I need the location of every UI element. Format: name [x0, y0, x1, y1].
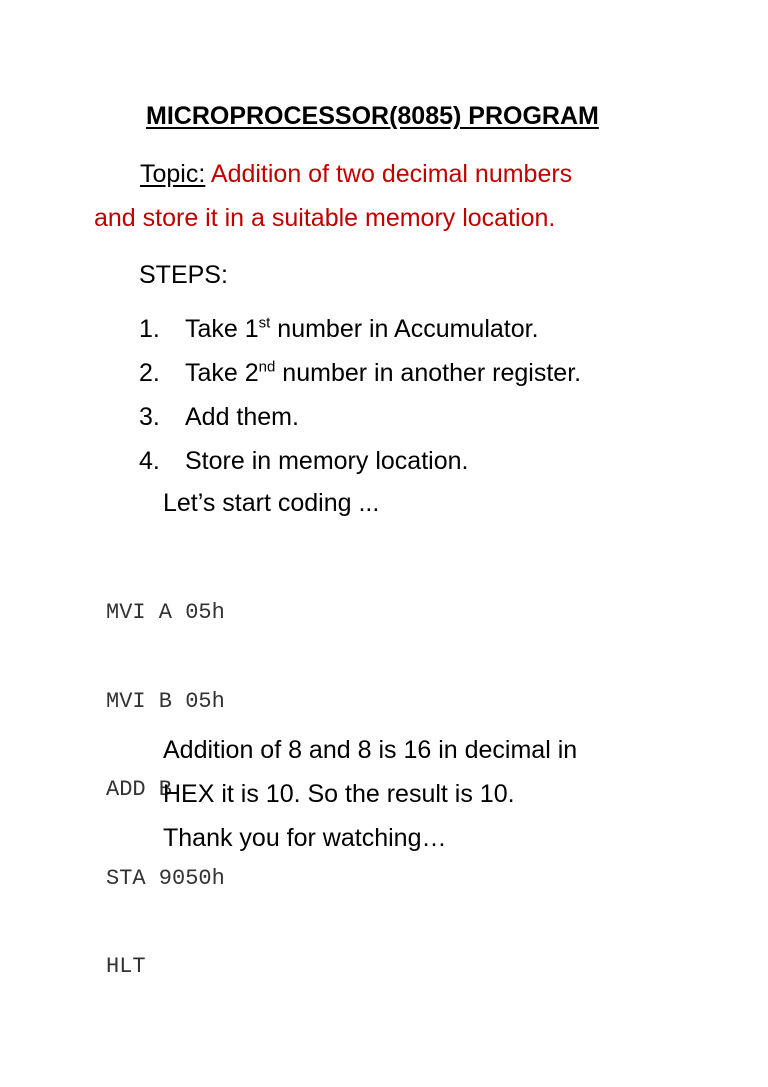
code-line: HLT: [106, 954, 146, 979]
step-text: Take 2nd number in another register.: [185, 358, 582, 387]
result-line: Thank you for watching…: [163, 824, 447, 852]
step-superscript: st: [258, 314, 271, 332]
code-line: ADD B: [106, 777, 173, 802]
topic-label: Topic:: [140, 160, 206, 188]
step-number: 4.: [139, 447, 160, 475]
step-text: Take 1st number in Accumulator.: [185, 314, 539, 343]
coding-intro: Let’s start coding ...: [163, 489, 380, 517]
topic-text-line1: Addition of two decimal numbers: [210, 160, 573, 188]
code-line: MVI A 05h: [106, 600, 225, 625]
step-text: Add them.: [185, 403, 299, 431]
step-text: Store in memory location.: [185, 447, 469, 475]
steps-heading: STEPS:: [139, 261, 228, 289]
step-item: [139, 439, 581, 483]
step-number: 3.: [139, 403, 160, 431]
step-superscript: nd: [258, 358, 276, 376]
step-item: [139, 395, 581, 439]
code-line: MVI B 05h: [106, 688, 225, 714]
result-line: Addition of 8 and 8 is 16 in decimal in: [163, 736, 578, 764]
code-line: STA 9050h: [106, 865, 225, 891]
step-item: [139, 307, 581, 351]
step-item: [139, 351, 581, 395]
step-number: 1.: [139, 315, 160, 343]
steps-list: [139, 307, 581, 483]
document-title: MICROPROCESSOR(8085) PROGRAM: [146, 102, 599, 130]
result-line: HEX it is 10. So the result is 10.: [163, 780, 515, 808]
step-number: 2.: [139, 359, 160, 387]
result-paragraph: [163, 728, 577, 860]
topic-text-line2: and store it in a suitable memory location.: [94, 204, 556, 232]
topic-block: [94, 152, 694, 240]
